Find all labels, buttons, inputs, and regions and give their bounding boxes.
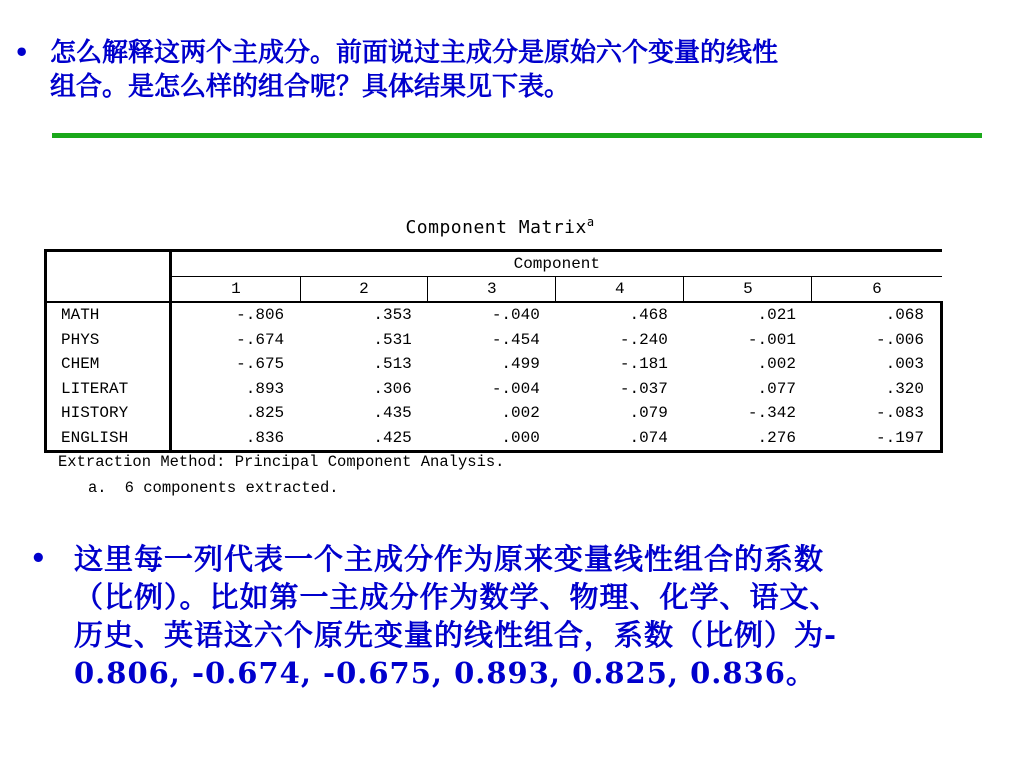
column-header: 4 [556, 277, 684, 303]
table-cell: .425 [300, 426, 428, 452]
table-row [46, 426, 942, 452]
table-header-row [46, 251, 942, 277]
table-cell: -.806 [236, 306, 285, 324]
table-row [46, 401, 942, 426]
row-label: PHYS [46, 328, 171, 353]
component-matrix [44, 249, 943, 448]
intro-bullet-text: 怎么解释这两个主成分。前面说过主成分是原始六个变量的线性 组合。是怎么样的组合呢？具体结果见下表。 [50, 38, 779, 102]
row-label: MATH [46, 302, 171, 328]
table-cell: -.675 [236, 355, 285, 373]
header-corner-cell [46, 277, 171, 303]
row-label: LITERAT [46, 377, 171, 402]
table-cell: -.454 [491, 330, 540, 349]
table-cell: .499 [501, 355, 540, 373]
table-cell: .353 [373, 306, 412, 324]
table-cell: .306 [373, 379, 412, 398]
table-cell: -.040 [491, 306, 540, 324]
table-cell: -.197 [812, 426, 942, 452]
table-title-footnote-mark: a [586, 215, 595, 229]
components-extracted-note [88, 479, 339, 497]
bullet-marker: • [30, 544, 47, 574]
table-cell: .002 [757, 355, 796, 373]
extraction-method-note: Extraction Method: Principal Component Analysis. [58, 453, 505, 471]
table-cell: -.342 [747, 404, 796, 422]
bullet-marker: • [14, 38, 30, 67]
column-header: 2 [300, 277, 428, 303]
column-header: 3 [428, 277, 556, 303]
column-header: 1 [171, 277, 301, 303]
explanation-bullet-text: 这里每一列代表一个主成分作为原来变量线性组合的系数 （比例）。比如第一主成分作为数学、物理、化学、语文、 历史、英语这六个原先变量的线性组合，系数（比例）为- 0.806, -0.674, -0.675, 0.893, 0.825, 0.836。 [74, 542, 840, 690]
header-corner-cell [46, 251, 171, 277]
table-cell: .003 [812, 352, 942, 377]
table-cell: -.240 [619, 330, 668, 349]
table-row [46, 377, 942, 402]
table-cell: .077 [757, 379, 796, 398]
table-row [46, 328, 942, 353]
table-cell: .893 [245, 379, 285, 398]
table-cell: .468 [629, 306, 668, 324]
table-cell: .068 [812, 302, 942, 328]
table-cell: -.006 [812, 328, 942, 353]
table-cell: .513 [373, 355, 412, 373]
table-cell: .531 [373, 330, 412, 349]
table-cell: -.181 [619, 355, 668, 373]
row-label: ENGLISH [46, 426, 171, 452]
table-row [46, 352, 942, 377]
table-cell: .435 [373, 404, 412, 422]
table-cell: -.674 [236, 330, 285, 349]
green-divider [52, 133, 982, 138]
table-cell: -.001 [747, 330, 796, 349]
column-number-row [46, 277, 942, 303]
table-cell: .079 [629, 404, 668, 422]
table-cell: .000 [428, 426, 556, 452]
row-label: HISTORY [46, 401, 171, 426]
column-header: 6 [812, 277, 942, 303]
table-cell: .002 [501, 404, 540, 422]
component-matrix-table [44, 249, 943, 453]
table-cell: -.083 [812, 401, 942, 426]
column-header: 5 [684, 277, 812, 303]
footnote-mark: a. [88, 479, 107, 497]
table-cell: .276 [684, 426, 812, 452]
footnote-text: 6 components extracted. [124, 479, 339, 497]
table-cell: .836 [171, 426, 301, 452]
component-group-header: Component [171, 251, 942, 277]
table-title-text: Component Matrix [405, 217, 587, 238]
table-row [46, 302, 942, 328]
row-label: CHEM [46, 352, 171, 377]
table-cell: -.004 [491, 379, 540, 398]
table-cell: .320 [812, 377, 942, 402]
table-cell: -.037 [619, 379, 668, 398]
table-cell: .825 [245, 404, 285, 422]
table-title [0, 215, 1000, 238]
table-cell: .074 [556, 426, 684, 452]
table-cell: .021 [757, 306, 796, 324]
